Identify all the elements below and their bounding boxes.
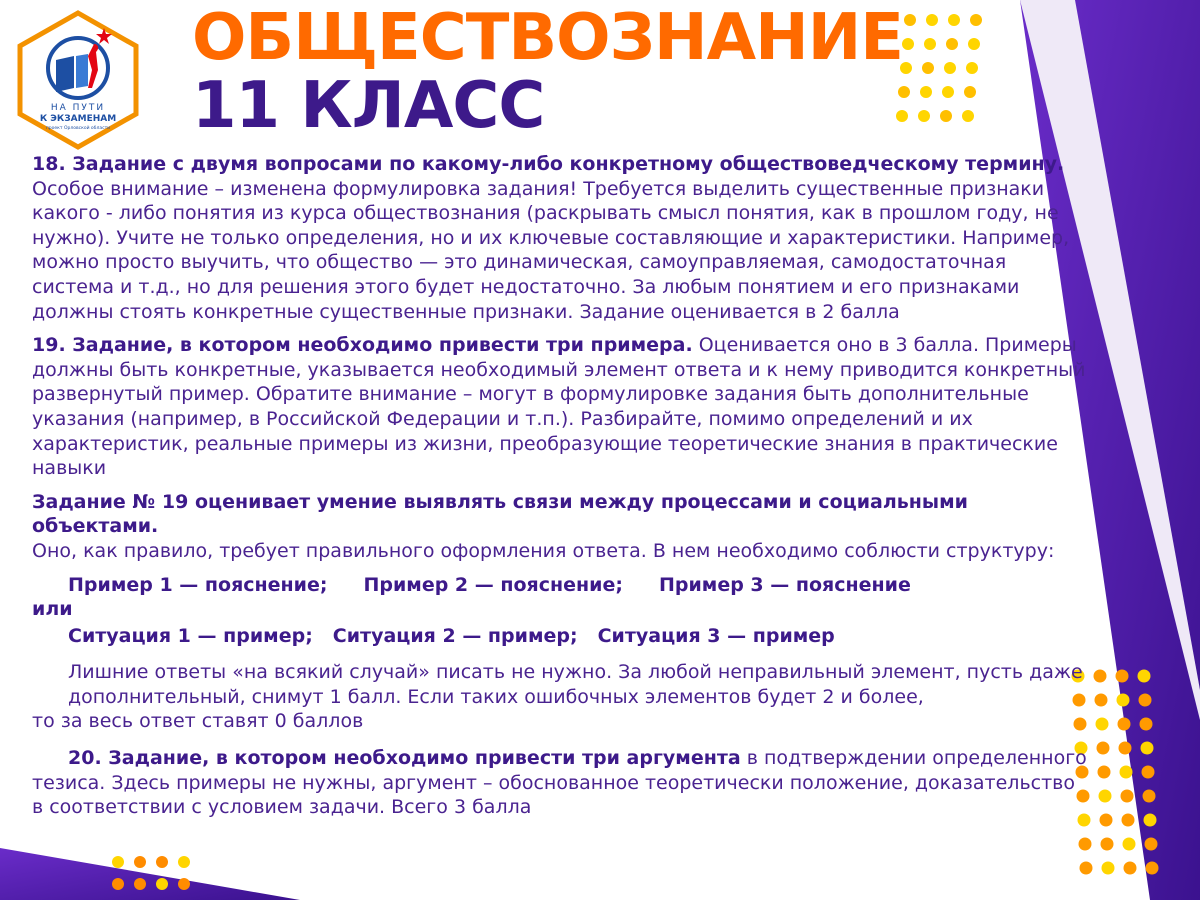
decor-dot bbox=[1145, 838, 1158, 851]
decor-dot bbox=[1096, 718, 1109, 731]
decor-dot bbox=[926, 14, 938, 26]
example-1: Пример 1 — пояснение; bbox=[68, 573, 328, 596]
decor-dot bbox=[962, 110, 974, 122]
task-19-heading: 19. Задание, в котором необходимо привести три примера. bbox=[32, 334, 693, 357]
task-19-skill bbox=[32, 490, 1092, 564]
title-subject: ОБЩЕСТВОЗНАНИЕ bbox=[192, 1, 903, 75]
situation-2: Ситуация 2 — пример; bbox=[332, 624, 578, 647]
task-18-heading: 18. Задание с двумя вопросами по какому-либо конкретному обществоведческому термину. bbox=[32, 153, 1065, 175]
decor-dot bbox=[1143, 790, 1156, 803]
task-19-skill-heading: Задание № 19 оценивает умение выявлять связи между процессами и социальными объектами. bbox=[32, 490, 968, 538]
logo-line3: проект Орловской области bbox=[45, 126, 111, 131]
example-structure bbox=[32, 573, 1092, 598]
decor-dot bbox=[1102, 862, 1115, 875]
situation-structure bbox=[32, 624, 1092, 649]
task-18 bbox=[32, 152, 1092, 324]
decor-dot bbox=[112, 878, 124, 890]
decor-dot bbox=[1146, 862, 1159, 875]
task-18-text: Особое внимание – изменена формулировка задания! Требуется выделить существенные признаки какого - либо понятия из курса обществознания (раскрывать смысл понятия, как в прошлом году, не нужно). Учите не только определения, но и их ключевые составляющие и характеристики. Например, можно просто выучить, что общество — это динамическая, самоуправляемая, самодостаточная система и т.д., но для решения этого будет недостаточно. За любым понятием и его признаками должны стоять конкретные существенные признаки. Задание оценивается в 2 балла bbox=[32, 177, 1070, 323]
decor-dot bbox=[178, 878, 190, 890]
extra-answers-note bbox=[32, 660, 1092, 734]
decor-dot bbox=[134, 878, 146, 890]
decor-dot bbox=[1144, 814, 1157, 827]
task-19 bbox=[32, 333, 1092, 481]
logo bbox=[16, 10, 140, 150]
decor-dot bbox=[1080, 862, 1093, 875]
decor-dot bbox=[944, 62, 956, 74]
page-title bbox=[192, 1, 903, 143]
decor-dot bbox=[966, 62, 978, 74]
decor-dot bbox=[964, 86, 976, 98]
decor-dot bbox=[1139, 694, 1152, 707]
decor-dot bbox=[1118, 718, 1131, 731]
decor-dot bbox=[968, 38, 980, 50]
decor-dot bbox=[904, 14, 916, 26]
decor-dot bbox=[948, 14, 960, 26]
decor-dot bbox=[1120, 766, 1133, 779]
decor-dot bbox=[924, 38, 936, 50]
decor-dot bbox=[1101, 838, 1114, 851]
decor-dot bbox=[1138, 670, 1151, 683]
task-20-text: в подтверждении определенного тезиса. Здесь примеры не нужны, аргумент – обоснованное теоретически положение, доказательство в соответствии с условием задачи. Всего 3 балла bbox=[32, 747, 1087, 819]
decor-dot bbox=[1098, 766, 1111, 779]
decor-dot bbox=[1141, 742, 1154, 755]
decor-dot bbox=[156, 856, 168, 868]
decor-dot bbox=[1079, 838, 1092, 851]
task-20-heading: 20. Задание, в котором необходимо привести три аргумента bbox=[68, 747, 741, 770]
decor-dot bbox=[1095, 694, 1108, 707]
logo-line2: К ЭКЗАМЕНАМ bbox=[39, 114, 117, 124]
decor-dot bbox=[1099, 790, 1112, 803]
task-19-skill-text: Оно, как правило, требует правильного оформления ответа. В нем необходимо соблюсти структуру: bbox=[32, 539, 1055, 562]
decor-dot bbox=[156, 878, 168, 890]
purple-bottom-left-panel bbox=[0, 848, 300, 900]
main-text bbox=[32, 152, 1092, 829]
decor-dot bbox=[1117, 694, 1130, 707]
decor-dot bbox=[1094, 670, 1107, 683]
decor-dot bbox=[112, 856, 124, 868]
decor-dot bbox=[1140, 718, 1153, 731]
decor-dot bbox=[922, 62, 934, 74]
decor-dot bbox=[970, 14, 982, 26]
book-icon bbox=[56, 56, 74, 92]
example-3: Пример 3 — пояснение bbox=[658, 573, 911, 596]
task-20 bbox=[32, 746, 1092, 820]
decor-dot bbox=[940, 110, 952, 122]
situation-3: Ситуация 3 — пример bbox=[597, 624, 835, 647]
decor-dot bbox=[1116, 670, 1129, 683]
decor-dot bbox=[134, 856, 146, 868]
decor-dot bbox=[942, 86, 954, 98]
example-2: Пример 2 — пояснение; bbox=[363, 573, 623, 596]
or-label: или bbox=[32, 598, 73, 621]
logo-line1: НА ПУТИ bbox=[50, 103, 106, 113]
dots-decoration-top bbox=[896, 14, 982, 122]
task-19-text: Оценивается оно в 3 балла. Примеры должны быть конкретные, указывается необходимый элемент ответа и к нему приводится конкретный развернутый пример. Обратите внимание – могут в формулировке задания быть дополнительные указания (например, в Российской Федерации и т.п.). Разбирайте, помимо определений и их характеристик, реальные примеры из жизни, преобразующие теоретические знания в практические навыки bbox=[32, 334, 1086, 480]
decor-dot bbox=[1124, 862, 1137, 875]
decor-dot bbox=[1142, 766, 1155, 779]
decor-dot bbox=[920, 86, 932, 98]
decor-dot bbox=[1123, 838, 1136, 851]
extra-answers-line1: Лишние ответы «на всякий случай» писать не нужно. За любой неправильный элемент, пусть даже дополнительный, снимут 1 балл. Если таких ошибочных элементов будет 2 и более, bbox=[68, 661, 1083, 708]
decor-dot bbox=[1122, 814, 1135, 827]
situation-1: Ситуация 1 — пример; bbox=[68, 624, 313, 647]
decor-dot bbox=[1119, 742, 1132, 755]
decor-dot bbox=[178, 856, 190, 868]
title-grade: 11 КЛАСС bbox=[192, 69, 545, 143]
decor-dot bbox=[1097, 742, 1110, 755]
extra-answers-line2: то за весь ответ ставят 0 баллов bbox=[32, 710, 364, 733]
decor-dot bbox=[918, 110, 930, 122]
decor-dot bbox=[1121, 790, 1134, 803]
decor-dot bbox=[1100, 814, 1113, 827]
decor-dot bbox=[946, 38, 958, 50]
decor-dot bbox=[902, 38, 914, 50]
